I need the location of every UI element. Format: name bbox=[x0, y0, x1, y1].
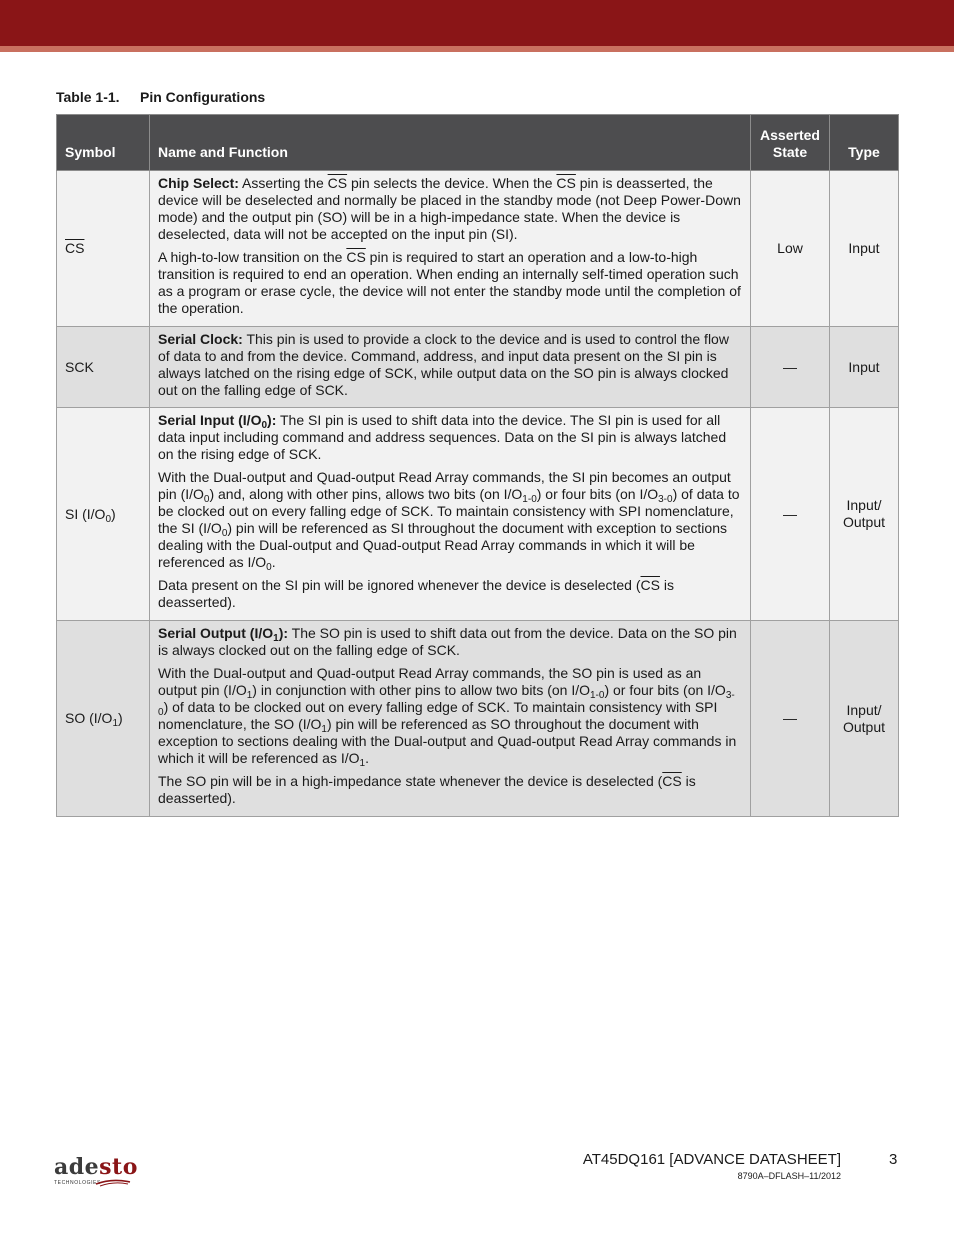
description-cell bbox=[150, 408, 751, 621]
text-span: ) bbox=[118, 710, 123, 726]
description-paragraph bbox=[158, 412, 742, 463]
header-type: Type bbox=[830, 115, 899, 171]
symbol-text: $\overline{CS}$ bbox=[65, 240, 85, 256]
text-span: The SI pin is used to shift data into the device. The SI pin is used for all data input including command and address sequences. Data on the SI pin is always latched on the rising edge of SCK. bbox=[158, 412, 727, 462]
table-title: Pin Configurations bbox=[140, 89, 266, 105]
description-paragraph bbox=[158, 331, 742, 399]
text-span: ) or four bits (on I/O bbox=[604, 682, 726, 698]
pin-configurations-table bbox=[56, 114, 899, 817]
text-span: ) of data to be clocked out on every falling edge of SCK. To maintain consistency with SPI nomenclature, the SO (I/O bbox=[158, 699, 718, 732]
header-bar bbox=[0, 0, 954, 46]
subscript: 1 bbox=[246, 690, 253, 701]
logo-swoosh-icon bbox=[94, 1178, 132, 1188]
text-span: ) of data to be clocked out on every falling edge of SCK. To maintain consistency with SPI nomenclature, the SI (I/O bbox=[158, 486, 740, 536]
subscript: 1-0 bbox=[590, 690, 605, 701]
text-span: pin is deasserted, the device will be deselected and normally be placed in the standby mode (not Deep Power-Down mode) and the output pin (SO) will be in a high-impedance state. When the device is deselected, data will not be accepted on the input pin (SI). bbox=[158, 175, 741, 242]
type-cell: Input bbox=[830, 171, 899, 327]
page-number: 3 bbox=[889, 1151, 898, 1168]
text-span: Serial Output (I/O bbox=[158, 625, 274, 641]
asserted-state-cell: — bbox=[751, 327, 830, 408]
text-span: ): bbox=[278, 625, 289, 641]
company-logo bbox=[54, 1156, 138, 1186]
description-paragraph bbox=[158, 249, 742, 317]
description-paragraph bbox=[158, 665, 742, 767]
cs-overline-text: $\overline{CS}$ bbox=[640, 577, 660, 593]
text-span: This pin is used to provide a clock to the device and is used to control the flow of data to and from the device. Command, address, and input data present on the SI pin is always latched on the rising edge of SCK, while output data on the SO pin is always clocked out on the falling edge of SCK. bbox=[158, 331, 729, 398]
subscript: 1 bbox=[321, 724, 327, 735]
text-span: pin is required to start an operation and a low-to-high transition is required to end an operation. When ending an internally self-timed operation such as a program or erase cycle, the device will not enter the standby mode until the completion of the operation. bbox=[158, 249, 741, 316]
symbol-text: SI (I/O bbox=[65, 505, 106, 522]
symbol-cell bbox=[57, 621, 150, 817]
asserted-state-cell: — bbox=[751, 621, 830, 817]
symbol-cell bbox=[57, 171, 150, 327]
header-stripe bbox=[0, 46, 954, 52]
symbol-cell bbox=[57, 408, 150, 621]
subscript: 3-0 bbox=[658, 494, 673, 505]
subscript: 0 bbox=[221, 528, 228, 539]
text-span: ) pin will be referenced as SO throughout the document with exception to sections dealing with the Dual-output and Quad-output Read Array commands in which it will be referenced as I/O bbox=[158, 716, 737, 766]
cs-overline-text: $\overline{CS}$ bbox=[556, 175, 576, 191]
text-span: The SO pin is used to shift data out from the device. Data on the SO pin is always clocked out on the falling edge of SCK. bbox=[158, 625, 737, 658]
text-span: . bbox=[271, 554, 276, 570]
type-cell: Input/ Output bbox=[830, 408, 899, 621]
header-symbol: Symbol bbox=[57, 115, 150, 171]
asserted-state-cell: — bbox=[751, 408, 830, 621]
subscript: 1 bbox=[112, 718, 119, 729]
subscript: 1 bbox=[273, 633, 279, 644]
description-cell bbox=[150, 327, 751, 408]
function-title bbox=[158, 625, 289, 644]
description-paragraph bbox=[158, 577, 742, 611]
cs-overline-text: $\overline{CS}$ bbox=[327, 175, 348, 191]
symbol-text: SO (I/O bbox=[65, 710, 113, 726]
text-span: ) and, along with other pins, allows two bits (on I/O bbox=[209, 486, 523, 502]
subscript: 0 bbox=[261, 420, 268, 431]
description-cell bbox=[150, 621, 751, 817]
text-span: With the Dual-output and Quad-output Read Array commands, the SO pin is used as an output pin (I/O bbox=[158, 665, 702, 698]
description-paragraph bbox=[158, 175, 742, 243]
description-paragraph bbox=[158, 773, 742, 807]
function-title bbox=[158, 412, 277, 431]
header-asserted-state: Asserted State bbox=[751, 115, 830, 171]
subscript: 1-0 bbox=[522, 494, 537, 505]
text-span: is deasserted). bbox=[158, 577, 674, 610]
document-code: 8790A–DFLASH–11/2012 bbox=[737, 1171, 841, 1181]
description-paragraph bbox=[158, 625, 742, 659]
cs-overline-text: $\overline{CS}$ bbox=[662, 773, 682, 789]
text-span: Asserting the bbox=[238, 175, 328, 191]
subscript: 0 bbox=[105, 513, 112, 525]
subscript: 3-0 bbox=[158, 690, 735, 718]
table-row bbox=[57, 171, 899, 327]
function-title: Chip Select: bbox=[158, 175, 239, 191]
text-span: Serial Input (I/O bbox=[158, 412, 262, 428]
logo-text-accent: sto bbox=[99, 1154, 138, 1180]
table-row bbox=[57, 327, 899, 408]
text-span: . bbox=[365, 750, 369, 766]
description-paragraph bbox=[158, 469, 742, 571]
text-span: ) bbox=[111, 505, 116, 522]
table-row bbox=[57, 621, 899, 817]
type-cell: Input/ Output bbox=[830, 621, 899, 817]
subscript: 0 bbox=[266, 562, 272, 573]
text-span: ) in conjunction with other pins to allow two bits (on I/O bbox=[252, 682, 590, 698]
subscript: 1 bbox=[359, 758, 366, 769]
logo-wordmark bbox=[54, 1156, 138, 1178]
document-title: AT45DQ161 [ADVANCE DATASHEET] bbox=[582, 1151, 841, 1168]
type-cell: Input bbox=[830, 327, 899, 408]
table-caption bbox=[56, 89, 265, 105]
text-span: With the Dual-output and Quad-output Read Array commands, the SI pin becomes an output pin (I/O bbox=[158, 469, 731, 502]
logo-text-main: ade bbox=[54, 1154, 100, 1180]
asserted-state-cell: Low bbox=[751, 171, 830, 327]
text-span: is deasserted). bbox=[158, 773, 696, 806]
text-span: pin selects the device. When the bbox=[347, 175, 557, 191]
table-header-row bbox=[57, 115, 899, 171]
text-span: ) pin will be referenced as SI throughout the document with exception to sections dealing with the Dual-output and Quad-output Read Array commands in which it will be referenced as I/O bbox=[158, 520, 727, 570]
text-span: ): bbox=[267, 412, 277, 428]
description-cell bbox=[150, 171, 751, 327]
symbol-cell: SCK bbox=[57, 327, 150, 408]
cs-overline-text: $\overline{CS}$ bbox=[346, 249, 366, 265]
table-number: Table 1-1. bbox=[56, 89, 120, 105]
table-row bbox=[57, 408, 899, 621]
logo-subtitle: TECHNOLOGIES bbox=[54, 1180, 101, 1186]
subscript: 0 bbox=[203, 494, 210, 505]
header-name-function: Name and Function bbox=[150, 115, 751, 171]
text-span: A high-to-low transition on the bbox=[158, 249, 347, 265]
function-title: Serial Clock: bbox=[158, 331, 243, 347]
text-span: ) or four bits (on I/O bbox=[536, 486, 659, 502]
text-span: Data present on the SI pin will be ignored whenever the device is deselected ( bbox=[158, 577, 641, 593]
text-span: The SO pin will be in a high-impedance state whenever the device is deselected ( bbox=[158, 773, 663, 789]
